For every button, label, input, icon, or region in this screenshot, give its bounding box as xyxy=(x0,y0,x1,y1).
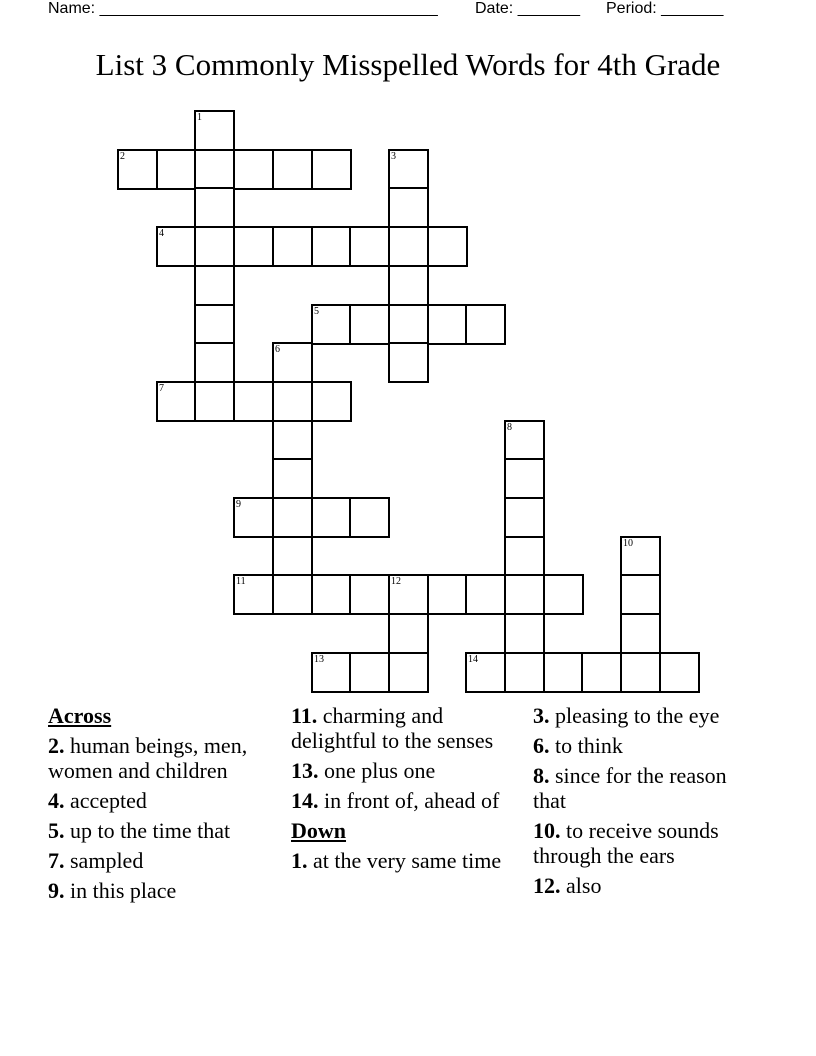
grid-cell[interactable] xyxy=(465,304,506,345)
clue-number: 5. xyxy=(48,818,65,843)
grid-cell[interactable] xyxy=(272,381,313,422)
grid-cell[interactable] xyxy=(427,574,468,615)
grid-cell[interactable] xyxy=(388,187,429,228)
grid-cell[interactable] xyxy=(504,420,545,461)
grid-cell[interactable] xyxy=(194,187,235,228)
page-title: List 3 Commonly Misspelled Words for 4th Grade xyxy=(95,47,721,82)
clue-text: charming and delightful to the senses xyxy=(291,703,494,753)
grid-cell[interactable] xyxy=(388,226,429,267)
grid-cell[interactable] xyxy=(311,149,352,190)
name-field-label: Name: ______________________________________ xyxy=(48,0,438,17)
grid-cell[interactable] xyxy=(388,304,429,345)
grid-cell[interactable] xyxy=(233,381,274,422)
grid-cell[interactable] xyxy=(156,149,197,190)
grid-cell[interactable] xyxy=(233,149,274,190)
grid-cell[interactable] xyxy=(388,265,429,306)
clue-across-7 xyxy=(48,848,274,873)
grid-cell[interactable] xyxy=(349,304,390,345)
grid-cell[interactable] xyxy=(349,652,390,693)
clue-text: sampled xyxy=(70,848,144,873)
grid-cell[interactable] xyxy=(504,574,545,615)
date-field-label: Date: _______ xyxy=(475,0,580,17)
clue-number-label: 1 xyxy=(197,112,202,123)
grid-cell[interactable] xyxy=(504,536,545,577)
grid-cell[interactable] xyxy=(504,652,545,693)
grid-cell[interactable] xyxy=(465,652,506,693)
clue-across-9 xyxy=(48,878,274,903)
grid-cell[interactable] xyxy=(543,652,584,693)
clue-text: in front of, ahead of xyxy=(324,788,500,813)
grid-cell[interactable] xyxy=(117,149,158,190)
grid-cell[interactable] xyxy=(311,381,352,422)
clue-number-label: 7 xyxy=(159,383,164,394)
clue-across-13 xyxy=(291,758,517,783)
grid-cell[interactable] xyxy=(388,149,429,190)
grid-cell[interactable] xyxy=(659,652,700,693)
clues-section xyxy=(48,703,768,1003)
grid-cell[interactable] xyxy=(620,574,661,615)
grid-cell[interactable] xyxy=(349,226,390,267)
clue-across-5 xyxy=(48,818,274,843)
grid-cell[interactable] xyxy=(272,420,313,461)
clue-number-label: 14 xyxy=(468,654,478,665)
grid-cell[interactable] xyxy=(272,342,313,383)
clue-down-1 xyxy=(291,848,517,873)
grid-cell[interactable] xyxy=(311,226,352,267)
clue-number-label: 2 xyxy=(120,151,125,162)
clue-number: 6. xyxy=(533,733,550,758)
grid-cell[interactable] xyxy=(427,304,468,345)
grid-cell[interactable] xyxy=(427,226,468,267)
grid-cell[interactable] xyxy=(272,226,313,267)
clue-across-2 xyxy=(48,733,274,783)
grid-cell[interactable] xyxy=(504,497,545,538)
grid-cell[interactable] xyxy=(465,574,506,615)
clue-text: in this place xyxy=(70,878,177,903)
grid-cell[interactable] xyxy=(156,381,197,422)
clue-number-label: 13 xyxy=(314,654,324,665)
grid-cell[interactable] xyxy=(620,652,661,693)
clue-number: 9. xyxy=(48,878,65,903)
grid-cell[interactable] xyxy=(194,304,235,345)
clue-column-3 xyxy=(533,703,759,903)
grid-cell[interactable] xyxy=(388,574,429,615)
clue-number-label: 5 xyxy=(314,306,319,317)
clue-number: 8. xyxy=(533,763,550,788)
grid-cell[interactable] xyxy=(194,110,235,151)
grid-cell[interactable] xyxy=(543,574,584,615)
grid-cell[interactable] xyxy=(349,574,390,615)
grid-cell[interactable] xyxy=(233,497,274,538)
clue-down-3 xyxy=(533,703,759,728)
clue-number: 7. xyxy=(48,848,65,873)
clue-across-11 xyxy=(291,703,517,753)
clue-text: at the very same time xyxy=(313,848,502,873)
grid-cell[interactable] xyxy=(504,458,545,499)
grid-cell[interactable] xyxy=(620,536,661,577)
grid-cell[interactable] xyxy=(194,149,235,190)
clue-text: human beings, men, women and children xyxy=(48,733,248,783)
grid-cell[interactable] xyxy=(156,226,197,267)
clue-down-12 xyxy=(533,873,759,898)
clue-number-label: 12 xyxy=(391,576,401,587)
clue-number: 14. xyxy=(291,788,319,813)
grid-cell[interactable] xyxy=(194,226,235,267)
clue-text: also xyxy=(566,873,602,898)
clue-number: 1. xyxy=(291,848,308,873)
clue-number: 3. xyxy=(533,703,550,728)
grid-cell[interactable] xyxy=(504,613,545,654)
clue-text: since for the reason that xyxy=(533,763,727,813)
clue-text: up to the time that xyxy=(70,818,231,843)
grid-cell[interactable] xyxy=(272,458,313,499)
grid-cell[interactable] xyxy=(272,536,313,577)
clue-text: to receive sounds through the ears xyxy=(533,818,719,868)
clue-across-14 xyxy=(291,788,517,813)
grid-cell[interactable] xyxy=(194,342,235,383)
grid-cell[interactable] xyxy=(272,574,313,615)
across-heading: Across xyxy=(48,703,112,728)
clue-number-label: 9 xyxy=(236,499,241,510)
clue-number-label: 10 xyxy=(623,538,633,549)
grid-cell[interactable] xyxy=(311,497,352,538)
grid-cell[interactable] xyxy=(349,497,390,538)
grid-cell[interactable] xyxy=(233,226,274,267)
clue-text: pleasing to the eye xyxy=(555,703,720,728)
grid-cell[interactable] xyxy=(311,304,352,345)
clue-number: 10. xyxy=(533,818,561,843)
clue-across-4 xyxy=(48,788,274,813)
clue-column-2 xyxy=(291,703,517,878)
clue-number: 4. xyxy=(48,788,65,813)
clue-number-label: 3 xyxy=(391,151,396,162)
grid-cell[interactable] xyxy=(581,652,622,693)
clue-number: 2. xyxy=(48,733,65,758)
clue-column-1 xyxy=(48,703,274,908)
clue-number-label: 8 xyxy=(507,422,512,433)
grid-cell[interactable] xyxy=(194,265,235,306)
grid-cell[interactable] xyxy=(311,574,352,615)
clue-down-6 xyxy=(533,733,759,758)
clue-text: one plus one xyxy=(324,758,436,783)
clue-number: 13. xyxy=(291,758,319,783)
period-field-label: Period: _______ xyxy=(606,0,724,17)
clue-number-label: 11 xyxy=(236,576,246,587)
grid-cell[interactable] xyxy=(311,652,352,693)
clue-text: to think xyxy=(555,733,623,758)
grid-cell[interactable] xyxy=(272,149,313,190)
clue-number: 11. xyxy=(291,703,318,728)
clue-number: 12. xyxy=(533,873,561,898)
clue-text: accepted xyxy=(70,788,147,813)
clue-number-label: 4 xyxy=(159,228,164,239)
down-heading: Down xyxy=(291,818,347,843)
clue-number-label: 6 xyxy=(275,344,280,355)
clue-down-10 xyxy=(533,818,759,868)
grid-cell[interactable] xyxy=(272,497,313,538)
clue-down-8 xyxy=(533,763,759,813)
grid-cell[interactable] xyxy=(620,613,661,654)
grid-cell[interactable] xyxy=(233,574,274,615)
grid-cell[interactable] xyxy=(194,381,235,422)
grid-cell[interactable] xyxy=(388,652,429,693)
grid-cell[interactable] xyxy=(388,342,429,383)
grid-cell[interactable] xyxy=(388,613,429,654)
